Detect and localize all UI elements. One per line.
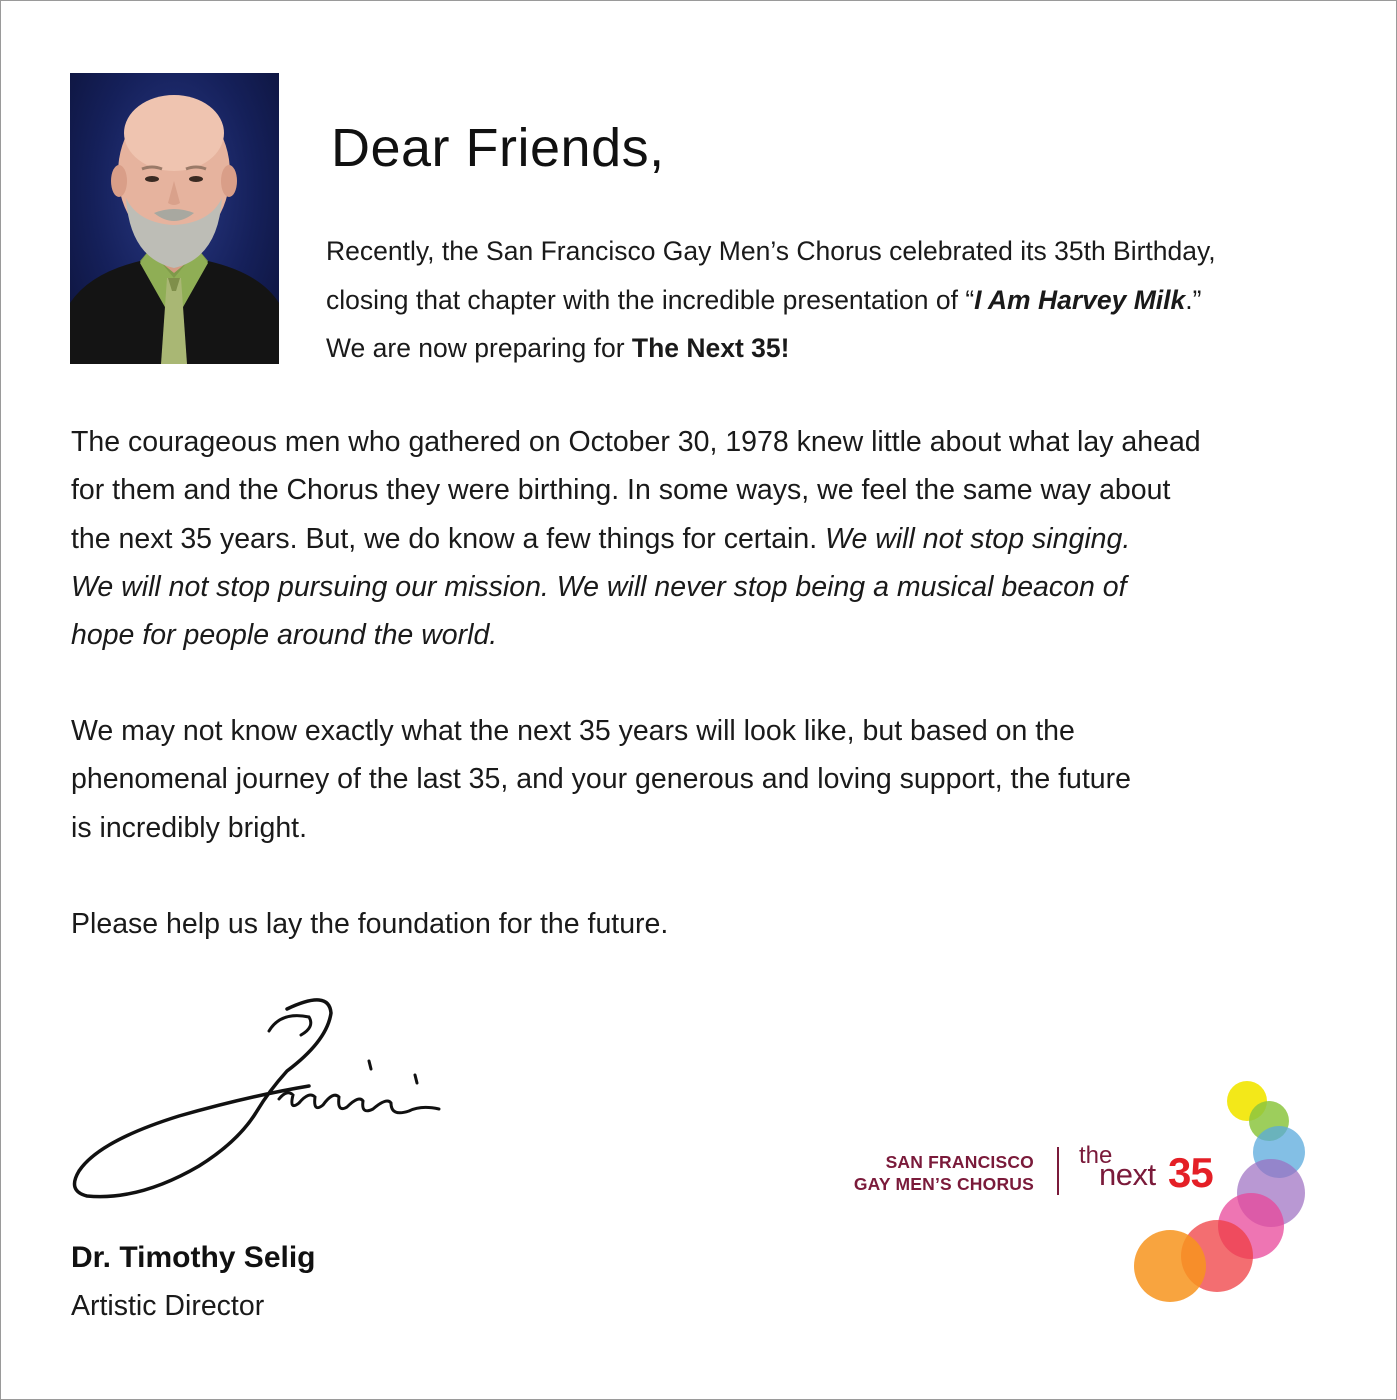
para1-line-4: We will not stop pursuing our mission. We will never stop being a musical beacon of — [71, 570, 1127, 603]
logo-next: next — [1099, 1157, 1156, 1192]
intro-line-3-text: We are now preparing for — [326, 333, 632, 363]
intro-line-2-text: closing that chapter with the incredible presentation of “ — [326, 284, 975, 315]
handwritten-signature — [69, 991, 449, 1206]
para1-line-2: for them and the Chorus they were birthing. In some ways, we feel the same way about — [71, 474, 1171, 507]
para3-line-1: Please help us lay the foundation for the future. — [71, 908, 669, 940]
campaign-name: The Next 35! — [631, 333, 790, 363]
body-paragraph-1 — [71, 418, 1371, 659]
intro-paragraph — [326, 227, 1356, 373]
portrait-photo-icon — [70, 73, 279, 364]
body-paragraph-3 — [71, 900, 1371, 948]
para2-line-1: We may not know exactly what the next 35 years will look like, but based on the — [71, 715, 1075, 747]
logo-circles-icon — [1121, 1076, 1321, 1316]
intro-line-2 — [326, 276, 1356, 325]
logo-number: 35 — [1168, 1149, 1213, 1196]
organization-wordmark — [821, 1151, 1034, 1195]
intro-line-2-end: .” — [1185, 284, 1202, 315]
para2-line-3: is incredibly bright. — [71, 811, 308, 844]
logo-the: the — [1079, 1142, 1113, 1169]
para2-line-2: phenomenal journey of the last 35, and your generous and loving support, the future — [71, 763, 1131, 796]
para1-line-3-italic: We will not stop singing. — [825, 522, 1131, 555]
logo-divider — [1057, 1147, 1059, 1195]
portrait-photo — [70, 73, 279, 364]
para1-line-5: hope for people around the world. — [71, 619, 498, 652]
greeting: Dear Friends, — [331, 118, 665, 178]
para1-line-1: The courageous men who gathered on October 30, 1978 knew little about what lay ahead — [71, 426, 1201, 458]
para1-line-3 — [71, 515, 1371, 563]
org-line-2: GAY MEN’S CHORUS — [853, 1174, 1034, 1194]
para1-line-3-text: the next 35 years. But, we do know a few things for certain. — [71, 522, 826, 555]
signatory-title: Artistic Director — [71, 1290, 265, 1322]
intro-line-3 — [326, 324, 1356, 373]
show-title: I Am Harvey Milk — [974, 284, 1186, 315]
intro-line-1: Recently, the San Francisco Gay Men’s Chorus celebrated its 35th Birthday, — [326, 236, 1216, 266]
signatory-name: Dr. Timothy Selig — [71, 1241, 316, 1274]
org-line-1: SAN FRANCISCO — [885, 1152, 1034, 1172]
body-paragraph-2 — [71, 707, 1371, 852]
